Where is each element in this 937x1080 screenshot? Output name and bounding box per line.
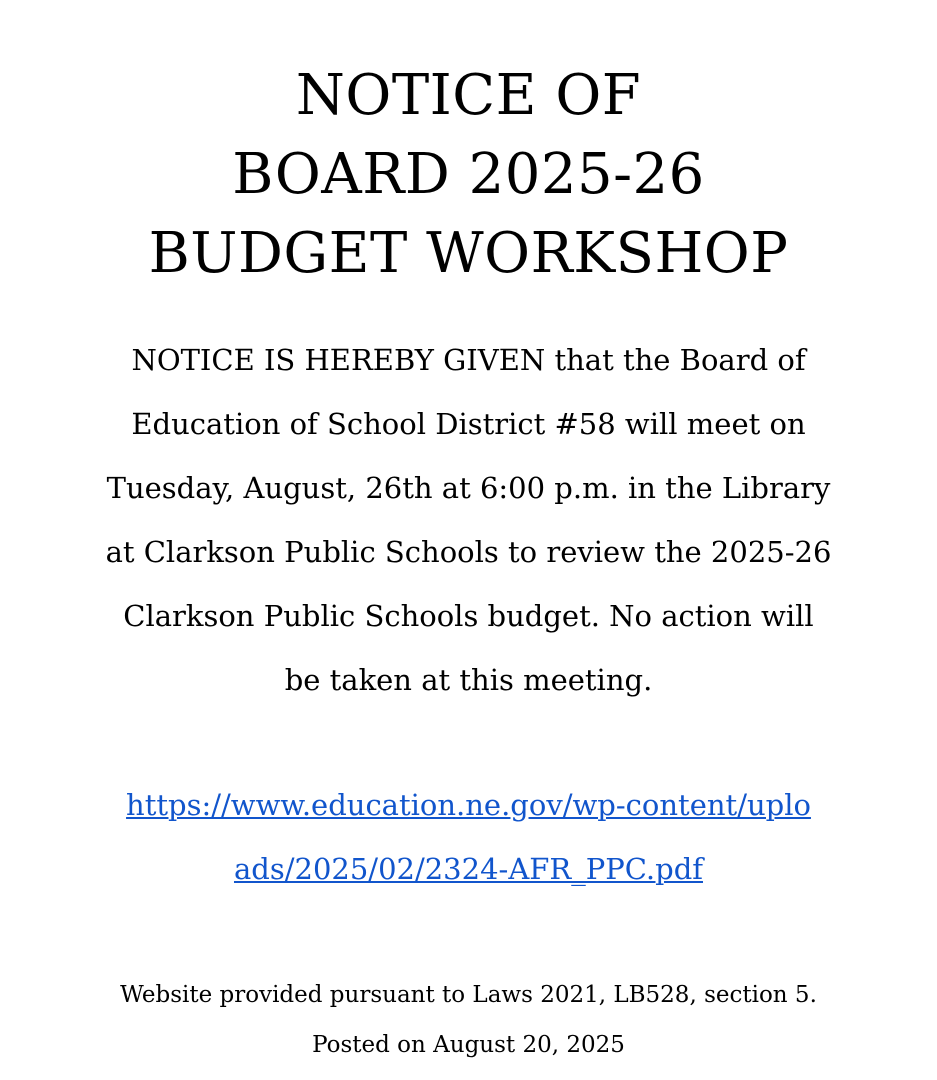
- notice-title: [0, 56, 937, 293]
- link-line-1[interactable]: https://www.education.ne.gov/wp-content/uplo: [126, 788, 811, 822]
- body-line-6: be taken at this meeting.: [284, 663, 653, 697]
- link-line-2[interactable]: ads/2025/02/2324-AFR_PPC.pdf: [233, 852, 703, 886]
- budget-document-link[interactable]: [60, 773, 877, 901]
- footer-legal-line: Website provided pursuant to Laws 2021, LB528, section 5.: [120, 982, 817, 1008]
- title-line-3: BUDGET WORKSHOP: [148, 221, 789, 286]
- body-line-3: Tuesday, August, 26th at 6:00 p.m. in the Library: [106, 471, 831, 505]
- title-line-2: BOARD 2025-26: [232, 142, 705, 207]
- body-line-5: Clarkson Public Schools budget. No action will: [123, 599, 814, 633]
- footer-posted-date: Posted on August 20, 2025: [312, 1032, 625, 1058]
- body-line-1: NOTICE IS HEREBY GIVEN that the Board of: [131, 343, 806, 377]
- notice-body: [80, 328, 857, 712]
- notice-footer: [60, 970, 877, 1070]
- body-line-4: at Clarkson Public Schools to review the 2025-26: [105, 535, 832, 569]
- title-line-1: NOTICE OF: [295, 63, 642, 128]
- body-line-2: Education of School District #58 will meet on: [131, 407, 806, 441]
